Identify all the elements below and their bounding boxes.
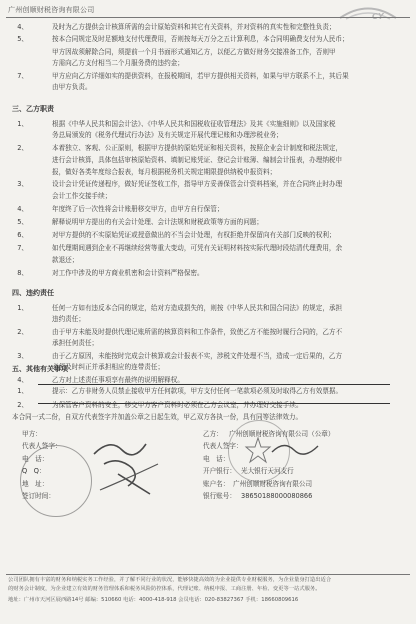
footer-contact: 地址：广州市天河区展西路14号 邮编：510660 电话：4000-418-918 会员电话：020-83827367 手机：18660809616 xyxy=(8,597,299,603)
party-a-label: 甲方： xyxy=(22,430,42,438)
section-title: 三、乙方职责 xyxy=(12,105,54,113)
party-b-signer-label: 代表人签字： xyxy=(203,442,243,450)
party-b-account-number-label: 银行账号： xyxy=(203,492,236,500)
party-b-bank-label: 开户银行： xyxy=(203,467,236,475)
footer-line-1: 公司团队拥有丰富的财务和纳税实务工作经验，并了解不同行业的状况，能够快捷高效的为企业提供专业财税服务，为企业量身打造出适合 xyxy=(8,577,332,583)
company-logo-icon xyxy=(338,1,398,23)
header-rule xyxy=(6,17,410,18)
party-a-seal xyxy=(20,445,92,517)
party-a-address-label: 地 址： xyxy=(22,480,49,488)
party-b-account-name-label: 账户名： xyxy=(203,480,230,488)
party-b-signature xyxy=(268,438,328,460)
party-a-signature xyxy=(88,434,168,504)
section-title: 四、违约责任 xyxy=(12,289,54,297)
party-a-qq-label: Q Q： xyxy=(22,467,46,475)
header-company: 广州创顺财税咨询有限公司 xyxy=(8,6,95,14)
footer-rule xyxy=(6,574,410,575)
section-title: 五、其他有关事项 xyxy=(12,365,68,373)
party-b-name: 广州创顺财税咨询有限公司（公章） xyxy=(229,430,335,438)
party-a-date-label: 签订时间： xyxy=(22,492,55,500)
party-b-account-name: 广州创顺财税咨询有限公司 xyxy=(233,480,313,488)
footer-line-2: 的财务会计制度，为企业建立有效的财务管理体系和税务风险防控体系，代理记账、纳税申报、工商注册、年检、变更等一站式服务。 xyxy=(8,586,321,592)
party-a-signer-label: 代表人签字： xyxy=(22,442,62,450)
party-b-label: 乙方： xyxy=(203,430,223,438)
party-a-phone-label: 电 话： xyxy=(22,455,49,463)
party-b-phone-label: 电 话： xyxy=(203,455,230,463)
party-b-bank: 光大银行天河支行 xyxy=(241,467,294,475)
party-b-account-number: 38650188000080866 xyxy=(241,492,313,500)
contract-page: 广州创顺财税咨询有限公司 CY 4、 及时为乙方提供会计核算所需的会计原始资料和其它有关资料，并对资料的真实性和完整性负责； 5、 按本合同规定及时足额地支付代理费用，否则按每天万分之五计算利息，本合同明确费支付为人民币； 甲方因故须解除合同，须提前一个月书面形式通知乙方，以便乙方做好财务交接准备工作，否则甲 方需向乙方支付相当二个月服务费的违约金； 7、 甲方应向乙方详细如实的提供资料，在报税期间，若甲方提供相关资料，如果与甲方联系不上，其后果 由甲方负责。 三、乙方职责 1、 根据《中华人民共和国会计法》、《中华人民共和国税收征收管理法》及其《实施细则》以及国家税 务总局颁发的《税务代理试行办法》及有关规定开展代理记账和办理涉税业务； 2、 本着独立、客观、公正原则，根据甲方提供的原始凭证和相关资料，按照企业会计制度和税法规定， 进行会计核算，具体包括审核原始资料、填制记账凭证、登记会计账簿、编制会计报表，办理纳税申 报，做好各类年度综合报表，每月根据税务机关规定期限提供纳税申报资料； 3、 设计会计凭证传递程序，做好凭证签收工作，指导甲方妥善保管会计资料档案，并在合同终止时办理 会计工作交接手续； 4、 年度终了后一次性将会计账册移交甲方，由甲方自行保管； 5、 解释说明甲方提出的有关会计处理、会计法规和财税政策等方面的问题； 6、 对甲方提供的不实原始凭证或授意做出的不当会计处理，有权拒绝并保留向有关部门反映的权利； 7、 如代理期间遇到企业不再继续经营等重大变动，可凭有关证明材料按实际代理时段结清代理费用，余 款退还； 8、 对工作中涉及的甲方商业机密和会计资料严格保密。 四、违约责任 1、 任何一方如有违反本合同的规定，给对方造成损失的，则按《中华人民共和国合同法》的规定，承担 违约责任； 2、 由于甲方未能及时提供代理记账所需的核算资料和工作条件，致使乙方不能按时履行合同的，乙方不 承担任何责任； 3、 由于乙方原因，未能按时完成会计核算或会计报表不实，涉税文件处理不当，造成一定后果的，乙方 必须及时纠正并承担相应的连带责任； 4、 乙方对上述责任事项享有最终的说明解释权。 五、其他有关事项 1、 提示：乙方非财务人员禁止接收甲方任何款项，甲方支付任何一笔款项必须及时取得乙方有效票据。 2、 为保管客户资料的安全，移交甲方客户资料时必须在乙方会议室，并办理好交接手续。 本合同一式二份，自双方代表签字并加盖公章之日起生效，甲乙双方各执一份，具有同等法律效力。 甲方： 代表人签字： 电 话： Q Q： 地 址： 签订时间： 乙方： 广州创顺财税咨询有限公司（公章） 代表人签字： 电 话： 开户银行： 光大银行天河支行 账户名： 广州创顺财税咨询有限公司 银行账号： 38650188000080866 公司团队拥有丰富的财务和纳税实务工作经验，并了解不同行业的状况，能够快捷高效的为企业提供专业财税服务，为企业量身打造出适合 的财务会计制度，为企业建立有效的财务管理体系和税务风险防控体系，代理记账、纳税申报、工商注册、年检、变更等一站式服务。 地址：广州市天河区展西路14号 邮编：510660 电话：4000-418-918 会员电话：020-83827367 手机：18660809616 xyxy=(0,0,416,624)
logo-letters: CY xyxy=(372,12,384,21)
